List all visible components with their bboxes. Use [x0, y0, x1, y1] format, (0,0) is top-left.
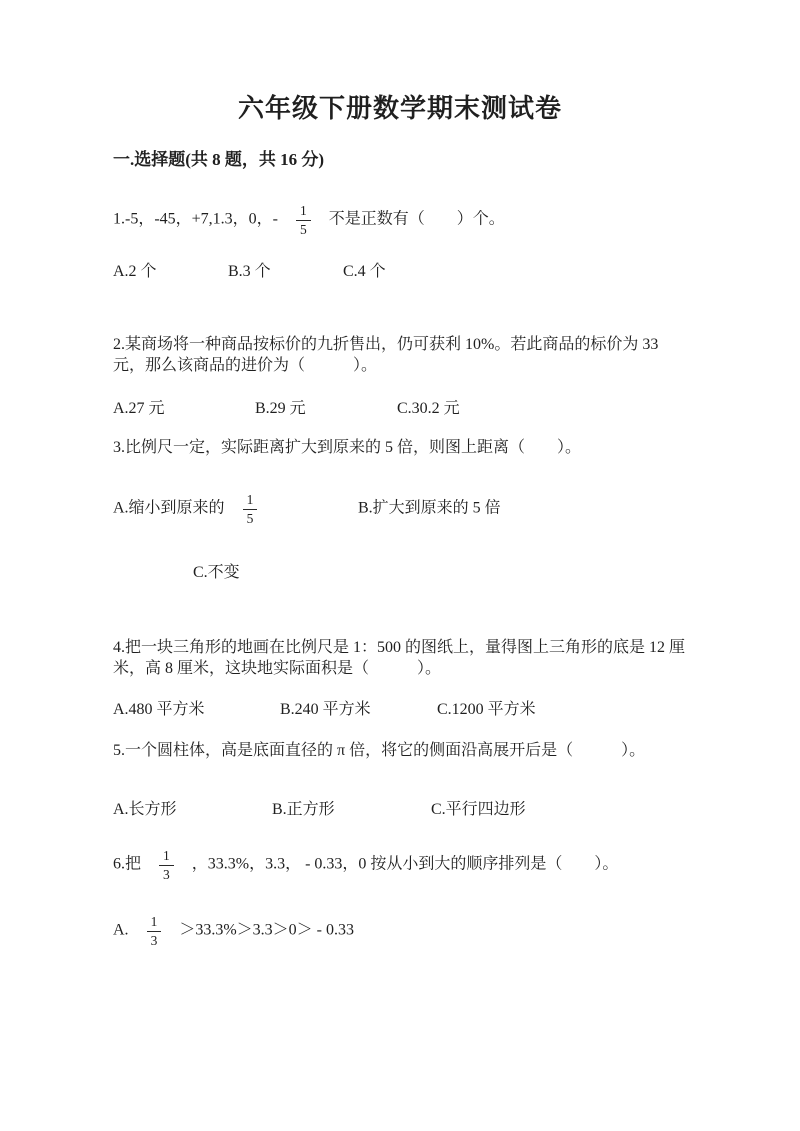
question-1-option-c: C.4 个 [343, 263, 386, 281]
fraction-numerator: 1 [296, 203, 311, 221]
fraction-denominator: 5 [300, 221, 307, 237]
fraction-numerator: 1 [159, 848, 174, 866]
question-6-text [113, 848, 687, 882]
question-4-option-c: C.1200 平方米 [437, 701, 536, 719]
question-4-option-b: B.240 平方米 [280, 701, 371, 719]
fraction-denominator: 3 [150, 932, 158, 948]
fraction-one-third [159, 848, 174, 882]
question-4-options [113, 699, 687, 720]
question-6-post: ，33.3%，3.3， - 0.33，0 按从小到大的顺序排列是（ ）。 [191, 855, 619, 873]
question-1-post: 不是正数有（ ）个。 [328, 210, 505, 228]
question-1-option-b: B.3 个 [228, 263, 271, 281]
fraction-one-fifth [296, 203, 311, 237]
fraction-one-third [147, 914, 162, 948]
question-4-text: 4.把一块三角形的地画在比例尺是 1：500 的图纸上，量得图上三角形的底是 12 厘米，高 8 厘米，这块地实际面积是（ ）。 [113, 639, 686, 678]
fraction-numerator: 1 [243, 492, 258, 510]
question-2-option-a: A.27 元 [113, 400, 165, 418]
question-3-option-a [113, 492, 358, 526]
question-2-option-c: C.30.2 元 [397, 400, 460, 418]
fraction-one-fifth [243, 492, 258, 526]
question-6-option-a-label: A. [113, 921, 129, 939]
question-3-option-b: B.扩大到原来的 5 倍 [358, 499, 501, 517]
question-1-text [113, 203, 687, 237]
question-5-options [113, 799, 687, 820]
fraction-denominator: 3 [163, 866, 170, 882]
question-6-option-a-text: ＞33.3%＞3.3＞0＞ - 0.33 [179, 921, 354, 939]
question-5-option-a: A.长方形 [113, 801, 177, 819]
page-title: 六年级下册数学期末测试卷 [237, 94, 562, 123]
question-3-option-a-text: A.缩小到原来的 [113, 499, 225, 517]
question-1-options [113, 261, 687, 282]
question-3-text: 3.比例尺一定，实际距离扩大到原来的 5 倍，则图上距离（ ）。 [113, 439, 582, 457]
question-6-pre: 6.把 [113, 855, 142, 873]
question-5-option-b: B.正方形 [272, 801, 335, 819]
question-5-option-c: C.平行四边形 [431, 801, 526, 819]
question-3-options-row-2 [193, 562, 687, 583]
fraction-numerator: 1 [147, 914, 162, 932]
question-3-option-c: C.不变 [193, 564, 240, 582]
section-heading: 一.选择题(共 8 题，共 16 分) [113, 150, 325, 169]
question-2-option-b: B.29 元 [255, 400, 306, 418]
question-2-text: 2.某商场将一种商品按标价的九折售出，仍可获利 10%。若此商品的标价为 33 元，那么该商品的进价为（ ）。 [113, 336, 659, 375]
question-1-option-a: A.2 个 [113, 263, 157, 281]
question-5-text: 5.一个圆柱体，高是底面直径的 π 倍，将它的侧面沿高展开后是（ ）。 [113, 742, 646, 760]
question-3-options-row-1 [113, 492, 687, 526]
question-4-option-a: A.480 平方米 [113, 701, 205, 719]
fraction-denominator: 5 [246, 510, 254, 526]
question-1-pre: 1.-5，-45，+7,1.3，0，- [113, 210, 279, 228]
question-2-options [113, 398, 687, 419]
question-6-option-a [113, 914, 687, 948]
